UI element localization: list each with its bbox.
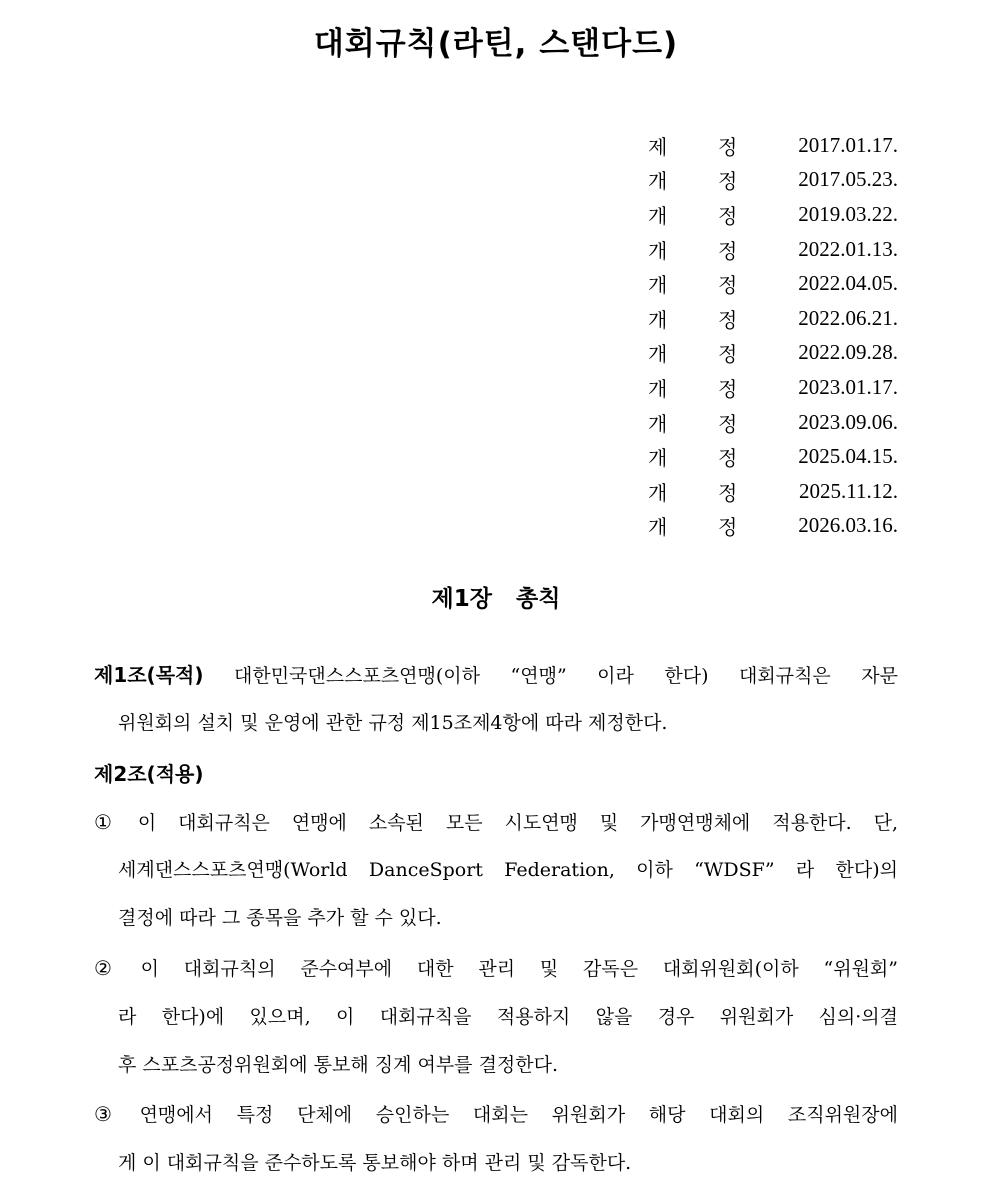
revision-type: 개 [648, 169, 668, 194]
document-title: 대회규칙(라틴, 스탠다드) [313, 26, 679, 62]
revision-entry [648, 336, 898, 371]
revision-date: 2017.01.17. [798, 132, 898, 157]
revision-type-suffix: 정 [718, 307, 738, 332]
revision-date: 2022.06.21. [798, 305, 898, 330]
revision-date: 2017.05.23. [798, 167, 898, 192]
revision-type-suffix: 정 [718, 238, 738, 263]
revision-history [648, 128, 898, 543]
revision-type-suffix: 정 [718, 480, 738, 505]
revision-type: 개 [648, 376, 668, 401]
revision-entry [648, 232, 898, 267]
revision-type: 개 [648, 515, 668, 540]
revision-entry [648, 128, 898, 163]
revision-type: 개 [648, 446, 668, 471]
revision-entry [648, 301, 898, 336]
revision-type-suffix: 정 [718, 515, 738, 540]
revision-type-suffix: 정 [718, 273, 738, 298]
revision-date: 2025.11.12. [799, 478, 898, 503]
revision-type: 개 [648, 238, 668, 263]
revision-type-suffix: 정 [718, 169, 738, 194]
item-marker: ① [94, 810, 128, 834]
revision-date: 2023.01.17. [798, 374, 898, 399]
revision-date: 2022.01.13. [798, 236, 898, 261]
revision-entry [648, 474, 898, 509]
item-marker: ② [94, 956, 131, 980]
chapter-number: 제1장 [431, 586, 492, 612]
revision-type-suffix: 정 [718, 342, 738, 367]
article1-text-line1: 대한민국댄스스포츠연맹(이하 “연맹” 이라 한다) 대회규칙은 자문 [234, 665, 898, 687]
revision-type: 개 [648, 307, 668, 332]
item-marker: ③ [94, 1102, 130, 1126]
revision-type-suffix: 정 [718, 446, 738, 471]
revision-date: 2025.04.15. [798, 444, 898, 469]
article2-item2-line1 [94, 953, 898, 983]
revision-date: 2023.09.06. [798, 409, 898, 434]
revision-type: 개 [648, 273, 668, 298]
item-text: 이 대회규칙은 연맹에 소속된 모든 시도연맹 및 가맹연맹체에 적용한다. 단, [137, 812, 898, 834]
article1-text-line2: 위원회의 설치 및 운영에 관한 규정 제15조제4항에 따라 제정한다. [118, 712, 668, 734]
revision-entry [648, 163, 898, 198]
article2-item1-line2: 세계댄스스포츠연맹(World DanceSport Federation, 이하 “WDSF” 라 한다)의 [118, 859, 898, 881]
revision-entry [648, 370, 898, 405]
article2-item1-line3: 결정에 따라 그 종목을 추가 할 수 있다. [118, 907, 442, 929]
item-text: 연맹에서 특정 단체에 승인하는 대회는 위원회가 해당 대회의 조직위원장에 [139, 1104, 898, 1126]
revision-date: 2019.03.22. [798, 201, 898, 226]
revision-type: 개 [648, 480, 668, 505]
article2-heading-line [94, 759, 898, 789]
revision-entry [648, 266, 898, 301]
revision-type: 개 [648, 342, 668, 367]
revision-type: 개 [648, 203, 668, 228]
revision-type-suffix: 정 [718, 134, 738, 159]
revision-type-suffix: 정 [718, 411, 738, 436]
revision-date: 2022.09.28. [798, 340, 898, 365]
revision-type-suffix: 정 [718, 203, 738, 228]
revision-type: 개 [648, 411, 668, 436]
article2-item2-line3: 후 스포츠공정위원회에 통보해 징계 여부를 결정한다. [118, 1054, 559, 1076]
revision-date: 2022.04.05. [798, 271, 898, 296]
revision-entry [648, 197, 898, 232]
revision-entry [648, 405, 898, 440]
article1-heading: 제1조(목적) [94, 663, 204, 687]
article2-item1-line1 [94, 807, 898, 837]
article2-heading: 제2조(적용) [94, 762, 204, 786]
chapter-name: 총칙 [516, 586, 561, 612]
article2-item3-line1 [94, 1099, 898, 1129]
chapter-heading [0, 580, 992, 613]
revision-type-suffix: 정 [718, 376, 738, 401]
revision-entry [648, 509, 898, 544]
revision-entry [648, 439, 898, 474]
article2-item3-line2: 게 이 대회규칙을 준수하도록 통보해야 하며 관리 및 감독한다. [118, 1152, 632, 1174]
revision-date: 2026.03.16. [798, 513, 898, 538]
article1-line1 [94, 660, 898, 690]
item-text: 이 대회규칙의 준수여부에 대한 관리 및 감독은 대회위원회(이하 “위원회” [140, 958, 898, 980]
revision-type: 제 [648, 134, 668, 159]
article2-item2-line2: 라 한다)에 있으며, 이 대회규칙을 적용하지 않을 경우 위원회가 심의·의결 [118, 1006, 898, 1028]
